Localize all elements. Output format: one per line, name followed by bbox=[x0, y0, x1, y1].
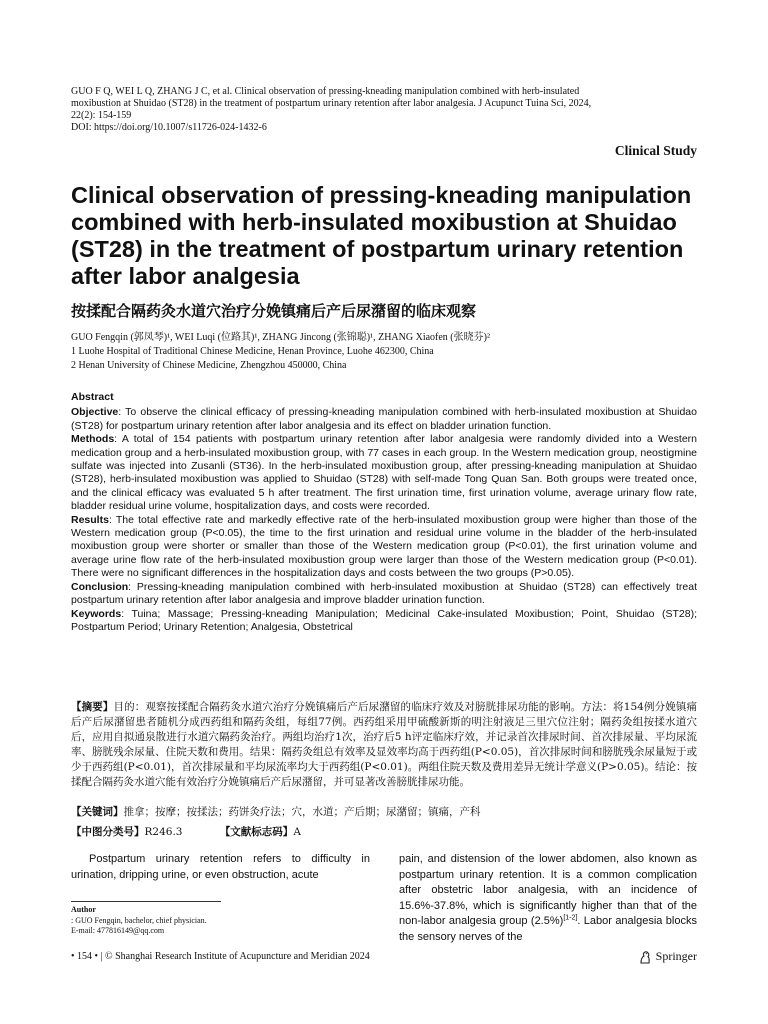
citation-block bbox=[71, 86, 697, 134]
abstract-heading: Abstract bbox=[71, 391, 114, 403]
abstract-objective bbox=[71, 406, 697, 433]
author-block bbox=[71, 331, 697, 373]
objective-text: : To observe the clinical efficacy of pressing-kneading manipulation combined with herb-insulated moxibustion at Shuidao (ST28) for postpartum urinary retention after labor analgesia and its effect on bladder urination function. bbox=[71, 406, 697, 432]
keywords-cn-label: 【关键词】 bbox=[71, 806, 124, 818]
abstract-cn-label: 【摘要】 bbox=[71, 701, 114, 713]
abstract-results bbox=[71, 514, 697, 581]
citation-line-3: 22(2): 154-159 bbox=[71, 110, 132, 121]
section-label: Clinical Study bbox=[614, 143, 697, 158]
publisher-name: Springer bbox=[655, 949, 697, 963]
classification-cn bbox=[71, 825, 697, 840]
document-code-label: 【文献标志码】 bbox=[219, 826, 294, 838]
author-list: GUO Fengqin (郭凤琴)¹, WEI Luqi (位路其)¹, ZHANG Jincong (张锦聪)¹, ZHANG Xiaofen (张晓芬)² bbox=[71, 332, 490, 343]
body-paragraph: Postpartum urinary retention refers to difficulty in urination, dripping urine, or even obstruction, acute bbox=[71, 853, 370, 881]
abstract-cn-text: 目的：观察按揉配合隔药灸水道穴治疗分娩镇痛后产后尿潴留的临床疗效及对膀胱排尿功能的影响。方法：将154例分娩镇痛后产后尿潴留患者随机分成西药组和隔药灸组，每组77例。西药组采用甲硫酸新斯的明注射液足三里穴位注射；隔药灸组按揉水道穴后，应用自拟通泉散进行水道穴隔药灸治疗。两组均治疗1次，治疗后5 h评定临床疗效，并记录首次排尿时间、首次排尿量、平均尿流率、膀胱残余尿量、住院天数和费用。结果：隔药灸组总有效率及显效率均高于西药组(P<0.05)，首次排尿时间和膀胱残余尿量短于或少于西药组(P<0.01)，首次排尿量和平均尿流率均大于西药组(P<0.01)。两组住院天数及费用差异无统计学意义(P>0.05)。结论：按揉配合隔药灸水道穴能有效治疗分娩镇痛后产后尿潴留，并可显著改善膀胱排尿功能。 bbox=[71, 701, 698, 788]
affiliation-1: 1 Luohe Hospital of Traditional Chinese Medicine, Henan Province, Luohe 462300, China bbox=[71, 346, 434, 357]
article-title: Clinical observation of pressing-kneading manipulation combined with herb-insulated moxibustion at Shuidao (ST28) in the treatment of postpartum urinary retention after labor analgesia bbox=[71, 182, 692, 289]
keywords-cn bbox=[71, 805, 697, 820]
body-paragraph-continued bbox=[399, 852, 697, 946]
results-text: : The total effective rate and markedly effective rate of the herb-insulated moxibustion group were higher than those of the Western medication group (P<0.05), the time to the first urination and residual urine volume in the bladder of the herb-insulated moxibustion group were shorter or smaller than those of the Western medication group (P<0.01), the first urination volume and average urine flow rate of the herb-insulated moxibustion group were larger than those of the Western medication group (P<0.01). There were no significant differences in the hospitalization days and costs between the two groups (P>0.05). bbox=[71, 513, 697, 580]
abstract-conclusion bbox=[71, 581, 697, 608]
body-text-end: . Labor analgesia blocks the sensory nerves of the bbox=[399, 915, 697, 943]
springer-horse-icon bbox=[638, 950, 652, 964]
document-code bbox=[220, 826, 301, 838]
footnote-email[interactable]: E-mail: 477816149@qq.com bbox=[71, 926, 165, 935]
page-number-copyright: • 154 • | © Shanghai Research Institute of Acupuncture and Meridian 2024 bbox=[71, 951, 370, 962]
footnote-author-label: Author bbox=[71, 905, 96, 914]
abstract-cn-block bbox=[71, 700, 697, 790]
citation-line-1: GUO F Q, WEI L Q, ZHANG J C, et al. Clinical observation of pressing-kneading manipulation combined with herb-insulated bbox=[71, 86, 580, 97]
article-title-cn: 按揉配合隔药灸水道穴治疗分娩镇痛后产后尿潴留的临床观察 bbox=[71, 303, 477, 320]
citation-line-2: moxibustion at Shuidao (ST28) in the treatment of postpartum urinary retention after labor analgesia. J Acupunct Tuina Sci, 2024, bbox=[71, 98, 592, 109]
footnote-author bbox=[71, 905, 370, 926]
doi-link[interactable]: DOI: https://doi.org/10.1007/s11726-024-1432-6 bbox=[71, 122, 267, 133]
conclusion-label: Conclusion bbox=[71, 580, 129, 593]
abstract-keywords bbox=[71, 608, 697, 635]
publisher-logo bbox=[638, 949, 697, 964]
reference-citation[interactable]: [1-2] bbox=[563, 914, 578, 922]
body-column-left bbox=[71, 852, 370, 883]
class-number-label: 【中图分类号】 bbox=[71, 826, 145, 838]
body-column-right bbox=[399, 852, 697, 946]
methods-label: Methods bbox=[71, 433, 115, 446]
page-footer bbox=[71, 951, 697, 967]
document-code-value: A bbox=[293, 826, 301, 838]
footnote-author-text: : GUO Fengqin, bachelor, chief physician. bbox=[71, 915, 207, 925]
author-footnote bbox=[71, 905, 370, 937]
abstract-block bbox=[71, 391, 697, 634]
footnote-divider bbox=[71, 901, 221, 902]
class-number-value: R246.3 bbox=[144, 826, 183, 838]
affiliation-2: 2 Henan University of Chinese Medicine, Zhengzhou 450000, China bbox=[71, 360, 347, 371]
body-text-start: pain, and distension of the lower abdomen, also known as postpartum urinary retention. It is a common complication after obstetric labor analgesia, with an incidence of 15.6%-37.8%, which is significantly higher than that of the non-labor analgesia group (2.5%) bbox=[399, 853, 697, 928]
objective-label: Objective bbox=[71, 406, 119, 419]
results-label: Results bbox=[71, 513, 109, 526]
methods-text: : A total of 154 patients with postpartum urinary retention after labor analgesia were randomly divided into a Western medication group and a herb-insulated moxibustion group, with 77 cases in each group. In the Western medication group, neostigmine sulfate was injected into Zusanli (ST36). In the herb-insulated moxibustion group, after pressing-kneading manipulation at Shuidao (ST28), herb-insulated moxibustion was applied to Shuidao (ST28) with self-made Tong Quan San. Both groups were treated once, and the clinical efficacy was evaluated 5 h after treatment. The first urination time, first urination volume, average urinary flow rate, bladder residual urine volume, hospitalization days, and costs were recorded. bbox=[71, 433, 697, 513]
keywords-text: : Tuina; Massage; Pressing-kneading Manipulation; Medicinal Cake-insulated Moxibustion; Point, Shuidao (ST28); Postpartum Period; Urinary Retention; Analgesia, Obstetrical bbox=[71, 607, 697, 633]
abstract-methods bbox=[71, 433, 697, 513]
keywords-cn-text: 推拿；按摩；按揉法；药饼灸疗法；穴，水道；产后期；尿潴留；镇痛，产科 bbox=[123, 806, 481, 818]
conclusion-text: : Pressing-kneading manipulation combined with herb-insulated moxibustion at Shuidao (ST28) can effectively treat postpartum urinary retention after labor analgesia and improve bladder urination function. bbox=[71, 580, 697, 607]
class-number bbox=[71, 826, 182, 838]
keywords-label: Keywords bbox=[71, 607, 122, 620]
